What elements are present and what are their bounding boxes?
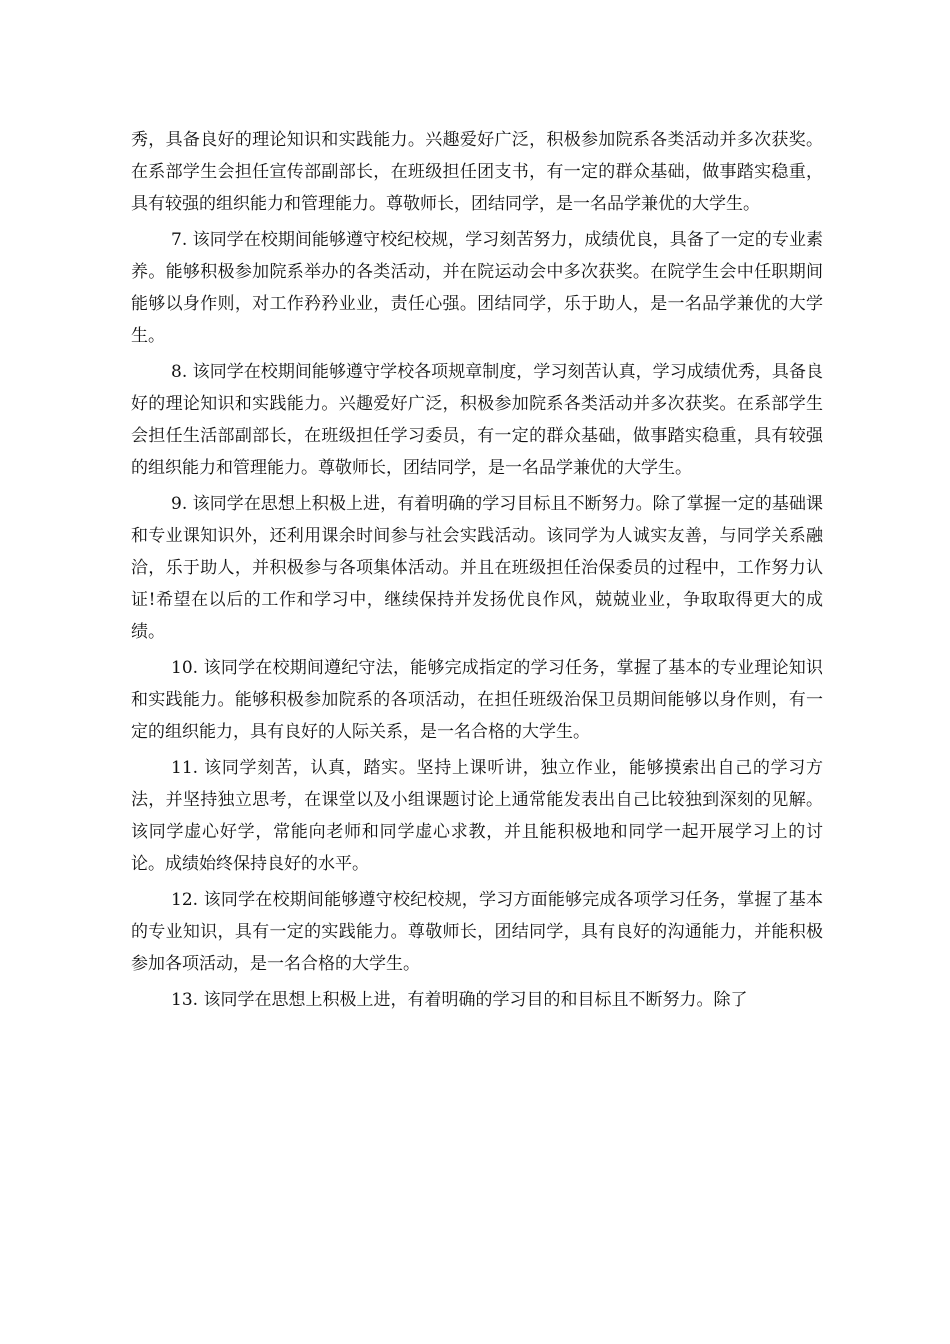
paragraph-10: 10. 该同学在校期间遵纪守法，能够完成指定的学习任务，掌握了基本的专业理论知识和实践能力。能够积极参加院系的各项活动，在担任班级治保卫员期间能够以身作则，有一定的组织能力，具有良好的人际关系，是一名合格的大学生。 <box>131 658 823 742</box>
paragraph-13: 13. 该同学在思想上积极上进，有着明确的学习目的和目标且不断努力。除了 <box>171 990 748 1010</box>
paragraph-9: 9. 该同学在思想上积极上进，有着明确的学习目标且不断努力。除了掌握一定的基础课和专业课知识外，还利用课余时间参与社会实践活动。该同学为人诚实友善，与同学关系融洽，乐于助人，并积极参与各项集体活动。并且在班级担任治保委员的过程中，工作努力认证!希望在以后的工作和学习中，继续保持并发扬优良作风，兢兢业业，争取取得更大的成绩。 <box>131 494 823 642</box>
document-body <box>131 124 823 1020</box>
paragraph-11: 11. 该同学刻苦，认真，踏实。坚持上课听讲，独立作业，能够摸索出自己的学习方法，并坚持独立思考，在课堂以及小组课题讨论上通常能发表出自己比较独到深刻的见解。该同学虚心好学，常能向老师和同学虚心求教，并且能积极地和同学一起开展学习上的讨论。成绩始终保持良好的水平。 <box>131 758 823 874</box>
paragraph-7: 7. 该同学在校期间能够遵守校纪校规，学习刻苦努力，成绩优良，具备了一定的专业素养。能够积极参加院系举办的各类活动，并在院运动会中多次获奖。在院学生会中任职期间能够以身作则，对工作矜矜业业，责任心强。团结同学，乐于助人，是一名品学兼优的大学生。 <box>131 230 823 346</box>
paragraph-8: 8. 该同学在校期间能够遵守学校各项规章制度，学习刻苦认真，学习成绩优秀，具备良好的理论知识和实践能力。兴趣爱好广泛，积极参加院系各类活动并多次获奖。在系部学生会担任生活部副部长，在班级担任学习委员，有一定的群众基础，做事踏实稳重，具有较强的组织能力和管理能力。尊敬师长，团结同学，是一名品学兼优的大学生。 <box>131 362 823 478</box>
paragraph-12: 12. 该同学在校期间能够遵守校纪校规，学习方面能够完成各项学习任务，掌握了基本的专业知识，具有一定的实践能力。尊敬师长，团结同学，具有良好的沟通能力，并能积极参加各项活动，是一名合格的大学生。 <box>131 890 823 974</box>
paragraph-continued: 秀，具备良好的理论知识和实践能力。兴趣爱好广泛，积极参加院系各类活动并多次获奖。在系部学生会担任宣传部副部长，在班级担任团支书，有一定的群众基础，做事踏实稳重，具有较强的组织能力和管理能力。尊敬师长，团结同学，是一名品学兼优的大学生。 <box>131 130 823 214</box>
